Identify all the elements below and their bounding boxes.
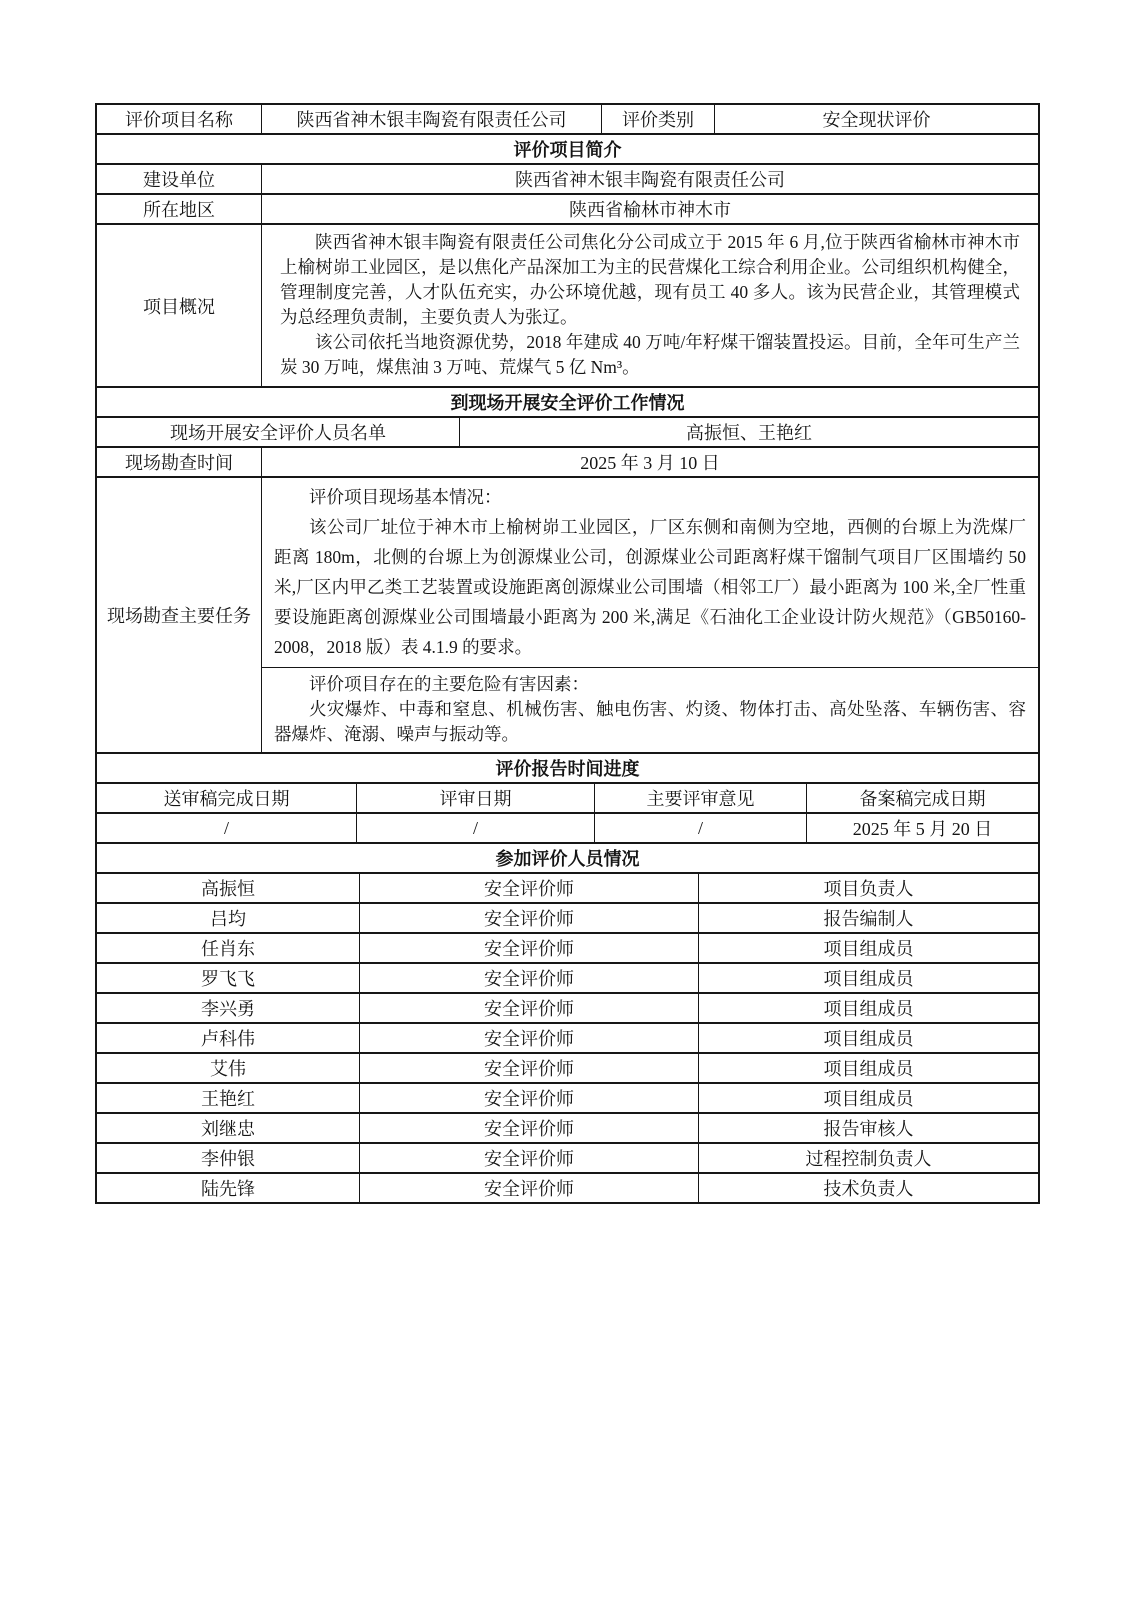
table-row bbox=[97, 105, 1038, 135]
schedule-value-draft-date: / bbox=[97, 814, 357, 842]
table-row bbox=[97, 135, 1038, 165]
table-row bbox=[97, 418, 1038, 448]
participant-title: 安全评价师 bbox=[360, 964, 699, 992]
participant-name: 李仲银 bbox=[97, 1144, 360, 1172]
participant-role: 项目组成员 bbox=[823, 1089, 914, 1109]
task-hazards-text bbox=[262, 668, 1038, 752]
participant-name: 李兴勇 bbox=[97, 994, 360, 1022]
participant-row bbox=[97, 994, 1038, 1024]
overview-text bbox=[268, 226, 1032, 385]
task1-body: 该公司厂址位于神木市上榆树峁工业园区，厂区东侧和南侧为空地，西侧的台塬上为洗煤厂距离 180m，北侧的台塬上为创源煤业公司，创源煤业公司距离籽煤干馏制气项目厂区围墙约 50 米,厂区内甲乙类工艺装置或设施距离创源煤业公司围墙（相邻工厂）最小距离为 100 米,全厂性重要设施距离创源煤业公司围墙最小距离为 200 米,满足《石油化工企业设计防火规范》（GB50160-2008，2018 版）表 4.1.9 的要求。 bbox=[274, 517, 1026, 657]
participant-row bbox=[97, 1054, 1038, 1084]
evaluation-summary-table bbox=[95, 103, 1040, 1204]
eval-type-label: 评价类别 bbox=[602, 105, 715, 133]
staff-list-label: 现场开展安全评价人员名单 bbox=[97, 418, 460, 446]
task-basic-situation-text bbox=[262, 478, 1038, 667]
section-title-site-work: 到现场开展安全评价工作情况 bbox=[450, 393, 685, 413]
table-row bbox=[97, 165, 1038, 195]
survey-time-label: 现场勘查时间 bbox=[97, 448, 262, 476]
region-label: 所在地区 bbox=[97, 195, 262, 223]
participant-name: 高振恒 bbox=[97, 874, 360, 902]
schedule-value-review-opinion: / bbox=[595, 814, 807, 842]
participant-title: 安全评价师 bbox=[360, 1054, 699, 1082]
table-row bbox=[97, 388, 1038, 418]
participant-role: 技术负责人 bbox=[823, 1179, 914, 1199]
participant-name: 任肖东 bbox=[97, 934, 360, 962]
participant-role: 过程控制负责人 bbox=[805, 1149, 932, 1169]
participant-role: 项目组成员 bbox=[823, 939, 914, 959]
participant-role: 报告编制人 bbox=[823, 909, 914, 929]
section-title-participants: 参加评价人员情况 bbox=[495, 849, 640, 869]
eval-type-value: 安全现状评价 bbox=[822, 110, 931, 130]
participant-name: 罗飞飞 bbox=[97, 964, 360, 992]
region-value: 陕西省榆林市神木市 bbox=[569, 200, 731, 220]
task2-body: 火灾爆炸、中毒和窒息、机械伤害、触电伤害、灼烫、物体打击、高处坠落、车辆伤害、容器爆炸、淹溺、噪声与振动等。 bbox=[274, 699, 1026, 744]
task-basic-situation-cell bbox=[262, 478, 1038, 667]
section-title-schedule: 评价报告时间进度 bbox=[495, 759, 640, 779]
staff-list-value: 高振恒、王艳红 bbox=[686, 423, 812, 443]
schedule-header-review-opinion: 主要评审意见 bbox=[595, 784, 807, 812]
participant-title: 安全评价师 bbox=[360, 994, 699, 1022]
survey-task-label: 现场勘查主要任务 bbox=[97, 478, 262, 752]
builder-value: 陕西省神木银丰陶瓷有限责任公司 bbox=[515, 170, 785, 190]
task2-title: 评价项目存在的主要危险有害因素： bbox=[309, 674, 589, 694]
section-title-intro: 评价项目简介 bbox=[513, 140, 622, 160]
project-name-value: 陕西省神木银丰陶瓷有限责任公司 bbox=[262, 105, 602, 133]
overview-paragraph-2: 该公司依托当地资源优势，2018 年建成 40 万吨/年籽煤干馏装置投运。目前，全年可生产兰炭 30 万吨，煤焦油 3 万吨、荒煤气 5 亿 Nm³。 bbox=[280, 332, 1020, 377]
schedule-header-record-date: 备案稿完成日期 bbox=[859, 789, 986, 809]
participant-title: 安全评价师 bbox=[360, 1084, 699, 1112]
participant-row bbox=[97, 964, 1038, 994]
participant-name: 吕均 bbox=[97, 904, 360, 932]
overview-paragraph-1: 陕西省神木银丰陶瓷有限责任公司焦化分公司成立于 2015 年 6 月,位于陕西省榆林市神木市上榆树峁工业园区，是以焦化产品深加工为主的民营煤化工综合利用企业。公司组织机构健全，管理制度完善，人才队伍充实，办公环境优越，现有员工 40 多人。该为民营企业，其管理模式为总经理负责制，主要负责人为张辽。 bbox=[280, 232, 1020, 327]
schedule-value-review-date: / bbox=[357, 814, 595, 842]
participant-title: 安全评价师 bbox=[360, 1024, 699, 1052]
schedule-value-record-date: 2025 年 5 月 20 日 bbox=[852, 819, 993, 839]
schedule-header-draft-date: 送审稿完成日期 bbox=[97, 784, 357, 812]
task-hazards-cell bbox=[262, 667, 1038, 752]
participant-title: 安全评价师 bbox=[360, 904, 699, 932]
participant-title: 安全评价师 bbox=[360, 934, 699, 962]
task1-title: 评价项目现场基本情况： bbox=[309, 487, 502, 507]
schedule-header-review-date: 评审日期 bbox=[357, 784, 595, 812]
participant-row bbox=[97, 934, 1038, 964]
table-row bbox=[97, 478, 1038, 754]
participant-role: 项目组成员 bbox=[823, 969, 914, 989]
participant-title: 安全评价师 bbox=[360, 1174, 699, 1202]
participant-title: 安全评价师 bbox=[360, 1144, 699, 1172]
schedule-header-row bbox=[97, 784, 1038, 814]
participant-role: 项目负责人 bbox=[823, 879, 914, 899]
participant-role: 报告审核人 bbox=[823, 1119, 914, 1139]
builder-label: 建设单位 bbox=[97, 165, 262, 193]
participant-row bbox=[97, 1084, 1038, 1114]
participant-name: 刘继忠 bbox=[97, 1114, 360, 1142]
participant-row bbox=[97, 904, 1038, 934]
participant-name: 王艳红 bbox=[97, 1084, 360, 1112]
participant-row bbox=[97, 1114, 1038, 1144]
table-row bbox=[97, 448, 1038, 478]
schedule-value-row bbox=[97, 814, 1038, 844]
participant-row bbox=[97, 1174, 1038, 1202]
overview-cell bbox=[262, 225, 1038, 386]
participant-title: 安全评价师 bbox=[360, 874, 699, 902]
participant-title: 安全评价师 bbox=[360, 1114, 699, 1142]
participant-name: 陆先锋 bbox=[97, 1174, 360, 1202]
participant-row bbox=[97, 1144, 1038, 1174]
table-row bbox=[97, 754, 1038, 784]
participant-row bbox=[97, 874, 1038, 904]
participant-name: 卢科伟 bbox=[97, 1024, 360, 1052]
table-row bbox=[97, 844, 1038, 874]
project-name-label: 评价项目名称 bbox=[97, 105, 262, 133]
survey-time-value: 2025 年 3 月 10 日 bbox=[580, 453, 720, 473]
participant-role: 项目组成员 bbox=[823, 1029, 914, 1049]
table-row bbox=[97, 225, 1038, 388]
participant-name: 艾伟 bbox=[97, 1054, 360, 1082]
participant-role: 项目组成员 bbox=[823, 999, 914, 1019]
table-row bbox=[97, 195, 1038, 225]
participant-role: 项目组成员 bbox=[823, 1059, 914, 1079]
survey-task-cells bbox=[262, 478, 1038, 752]
overview-label: 项目概况 bbox=[97, 225, 262, 386]
participant-row bbox=[97, 1024, 1038, 1054]
